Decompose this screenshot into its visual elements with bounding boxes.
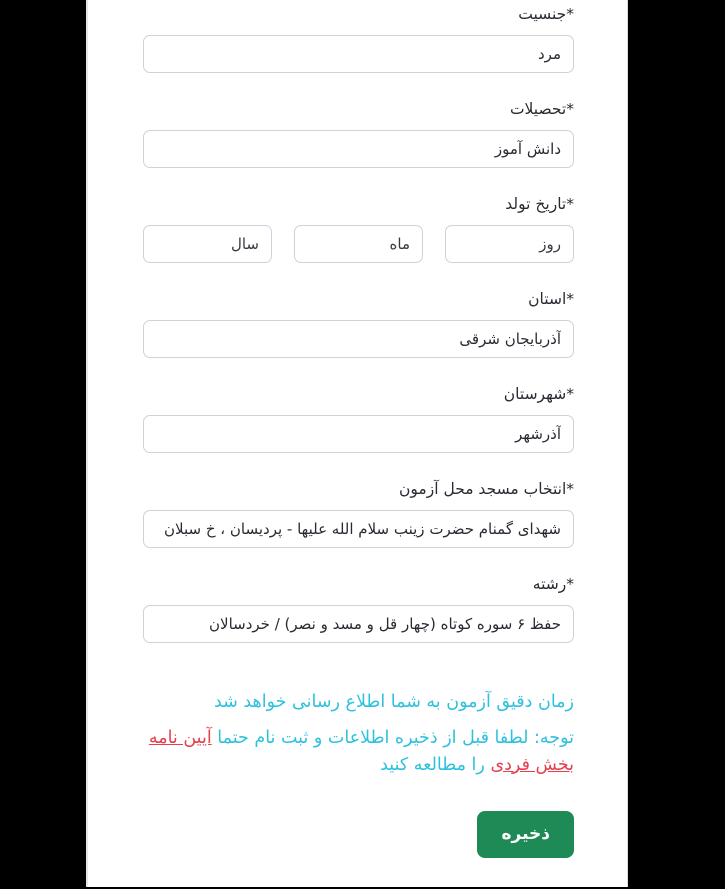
education-field-group [143,100,574,168]
county-label: شهرستان* [503,385,574,403]
bylaw-link[interactable]: آیین نامه بخش فردی [148,728,574,775]
major-input[interactable] [143,605,574,643]
gender-field-group [143,5,574,73]
birth-month-input[interactable] [294,225,423,263]
province-label: استان* [528,290,574,308]
warning-suffix: را مطالعه کنید [380,754,491,775]
birth-date-label: تاریخ تولد* [505,195,574,213]
mosque-label: انتخاب مسجد محل آزمون* [399,480,574,498]
gender-label: جنسیت* [518,5,574,23]
warning-prefix: توجه: لطفا قبل از ذخیره اطلاعات و ثبت نام حتما [211,728,574,749]
registration-form [88,0,627,858]
major-field-group [143,575,574,643]
save-button[interactable]: ذخیره [477,811,574,858]
mosque-field-group [143,480,574,548]
gender-input[interactable] [143,35,574,73]
county-field-group [143,385,574,453]
birth-date-row [143,225,574,263]
registration-warning [143,725,574,778]
birth-day-input[interactable] [445,225,574,263]
registration-form-panel [86,0,628,887]
education-input[interactable] [143,130,574,168]
notices-section [143,689,574,778]
province-input[interactable] [143,320,574,358]
birth-date-field-group [143,195,574,263]
mosque-input[interactable] [143,510,574,548]
province-field-group [143,290,574,358]
education-label: تحصیلات* [509,100,574,118]
birth-year-input[interactable] [143,225,272,263]
form-actions [143,811,574,858]
major-label: رشته* [532,575,574,593]
exam-time-notice: زمان دقیق آزمون به شما اطلاع رسانی خواهد شد [213,692,574,712]
county-input[interactable] [143,415,574,453]
